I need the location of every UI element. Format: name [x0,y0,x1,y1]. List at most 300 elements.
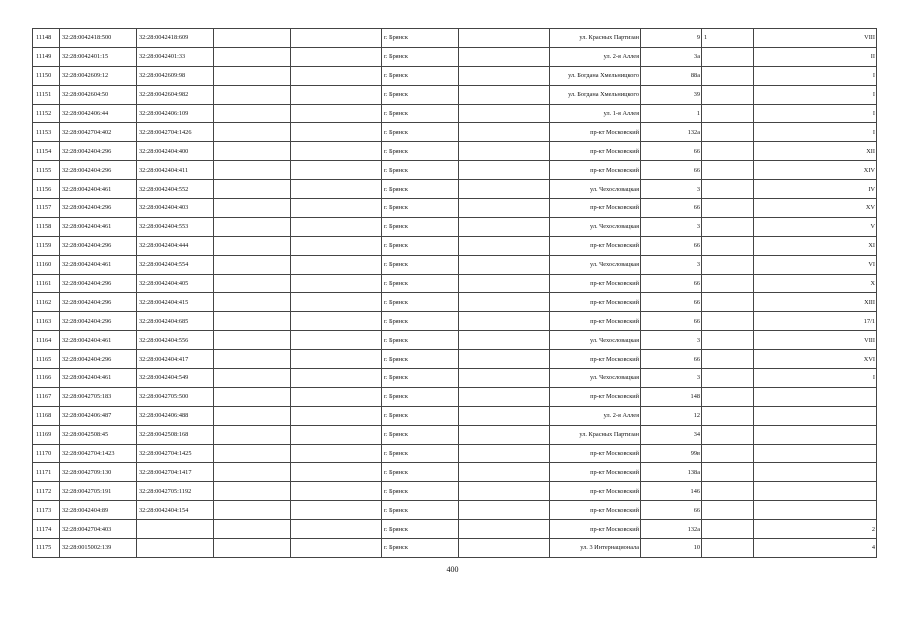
house-number-cell: 3 [641,369,702,388]
table-row [33,217,877,236]
street-cell: пр-кт Московский [550,142,641,161]
table-row [33,161,877,180]
cadastral-number-object-cell: 32:28:0042404:403 [137,199,214,218]
cell-empty-b-cell [291,501,382,520]
table-row [33,444,877,463]
house-number-cell: 10 [641,539,702,558]
cell-empty-b-cell [291,217,382,236]
cadastral-number-parcel-cell: 32:28:0042404:296 [60,274,137,293]
table-row [33,85,877,104]
premises-cell [754,482,877,501]
street-cell: пр-кт Московский [550,501,641,520]
cadastral-number-object-cell: 32:28:0042404:552 [137,180,214,199]
settlement-cell: г. Брянск [382,255,459,274]
cadastral-number-parcel-cell: 32:28:0042418:500 [60,29,137,48]
street-cell: пр-кт Московский [550,444,641,463]
settlement-cell: г. Брянск [382,406,459,425]
cadastral-number-object-cell: 32:28:0042406:488 [137,406,214,425]
settlement-cell: г. Брянск [382,274,459,293]
building-cell [702,142,754,161]
cell-empty-a-cell [214,444,291,463]
cell-empty-c-cell [459,312,550,331]
premises-cell: VIII [754,29,877,48]
cell-empty-a-cell [214,482,291,501]
building-cell [702,85,754,104]
street-cell: пр-кт Московский [550,274,641,293]
settlement-cell: г. Брянск [382,123,459,142]
cadastral-number-object-cell: 32:28:0042404:553 [137,217,214,236]
building-cell [702,425,754,444]
table-row [33,520,877,539]
row-number-cell: 11152 [33,104,60,123]
cadastral-number-parcel-cell: 32:28:0042406:44 [60,104,137,123]
settlement-cell: г. Брянск [382,142,459,161]
premises-cell: I [754,123,877,142]
cell-empty-c-cell [459,425,550,444]
house-number-cell: 66 [641,293,702,312]
street-cell: пр-кт Московский [550,350,641,369]
premises-cell [754,463,877,482]
cadastral-number-parcel-cell: 32:28:0042404:461 [60,331,137,350]
cell-empty-b-cell [291,29,382,48]
street-cell: пр-кт Московский [550,312,641,331]
cell-empty-a-cell [214,463,291,482]
street-cell: ул. 3 Интернационала [550,539,641,558]
settlement-cell: г. Брянск [382,85,459,104]
table-row [33,406,877,425]
cadastral-number-object-cell: 32:28:0042705:500 [137,387,214,406]
cell-empty-c-cell [459,539,550,558]
house-number-cell: 3 [641,255,702,274]
row-number-cell: 11174 [33,520,60,539]
street-cell: ул. Чехословацкая [550,217,641,236]
cadastral-number-object-cell [137,539,214,558]
cell-empty-c-cell [459,387,550,406]
cell-empty-a-cell [214,142,291,161]
building-cell [702,463,754,482]
building-cell [702,501,754,520]
cadastral-number-parcel-cell: 32:28:0042404:296 [60,350,137,369]
table-row [33,199,877,218]
row-number-cell: 11162 [33,293,60,312]
street-cell: пр-кт Московский [550,236,641,255]
row-number-cell: 11150 [33,66,60,85]
table-row [33,66,877,85]
house-number-cell: 34 [641,425,702,444]
cadastral-number-object-cell [137,520,214,539]
street-cell: пр-кт Московский [550,520,641,539]
building-cell: 1 [702,29,754,48]
building-cell [702,387,754,406]
cell-empty-a-cell [214,369,291,388]
settlement-cell: г. Брянск [382,217,459,236]
cadastral-number-parcel-cell: 32:28:0042609:12 [60,66,137,85]
house-number-cell: 66 [641,312,702,331]
premises-cell: 4 [754,539,877,558]
row-number-cell: 11157 [33,199,60,218]
premises-cell [754,387,877,406]
house-number-cell: 138а [641,463,702,482]
cadastral-number-object-cell: 32:28:0042404:405 [137,274,214,293]
cell-empty-b-cell [291,66,382,85]
house-number-cell: 132а [641,123,702,142]
cell-empty-a-cell [214,199,291,218]
row-number-cell: 11173 [33,501,60,520]
house-number-cell: 148 [641,387,702,406]
premises-cell: I [754,66,877,85]
cadastral-number-object-cell: 32:28:0042404:444 [137,236,214,255]
building-cell [702,482,754,501]
cadastral-number-object-cell: 32:28:0042404:554 [137,255,214,274]
premises-cell: 2 [754,520,877,539]
settlement-cell: г. Брянск [382,482,459,501]
row-number-cell: 11159 [33,236,60,255]
cadastral-number-object-cell: 32:28:0042418:609 [137,29,214,48]
settlement-cell: г. Брянск [382,293,459,312]
house-number-cell: 66 [641,236,702,255]
premises-cell: II [754,47,877,66]
house-number-cell: 66 [641,199,702,218]
premises-cell: XI [754,236,877,255]
house-number-cell: 88а [641,66,702,85]
cell-empty-a-cell [214,123,291,142]
house-number-cell: 66 [641,274,702,293]
cell-empty-a-cell [214,85,291,104]
settlement-cell: г. Брянск [382,161,459,180]
cell-empty-c-cell [459,104,550,123]
cadastral-number-object-cell: 32:28:0042404:415 [137,293,214,312]
cadastral-number-parcel-cell: 32:28:0042704:403 [60,520,137,539]
cadastral-number-parcel-cell: 32:28:0042404:461 [60,255,137,274]
cadastral-number-object-cell: 32:28:0042609:98 [137,66,214,85]
row-number-cell: 11149 [33,47,60,66]
building-cell [702,312,754,331]
cadastral-number-parcel-cell: 32:28:0042508:45 [60,425,137,444]
settlement-cell: г. Брянск [382,180,459,199]
premises-cell [754,501,877,520]
premises-cell: XIV [754,161,877,180]
street-cell: ул. Чехословацкая [550,180,641,199]
cell-empty-a-cell [214,180,291,199]
house-number-cell: 66 [641,142,702,161]
cell-empty-b-cell [291,369,382,388]
house-number-cell: 1 [641,104,702,123]
cell-empty-a-cell [214,501,291,520]
house-number-cell: 132а [641,520,702,539]
street-cell: пр-кт Московский [550,482,641,501]
cell-empty-c-cell [459,180,550,199]
table-row [33,123,877,142]
settlement-cell: г. Брянск [382,29,459,48]
cell-empty-b-cell [291,293,382,312]
cell-empty-c-cell [459,406,550,425]
page-number: 400 [446,565,459,574]
row-number-cell: 11168 [33,406,60,425]
cell-empty-b-cell [291,444,382,463]
house-number-cell: 146 [641,482,702,501]
building-cell [702,369,754,388]
settlement-cell: г. Брянск [382,463,459,482]
street-cell: ул. 1-я Аллея [550,104,641,123]
cell-empty-b-cell [291,539,382,558]
table-row [33,501,877,520]
cadastral-number-parcel-cell: 32:28:0015002:139 [60,539,137,558]
settlement-cell: г. Брянск [382,369,459,388]
house-number-cell: 9 [641,29,702,48]
table-row [33,142,877,161]
cadastral-number-parcel-cell: 32:28:0042404:296 [60,312,137,331]
cell-empty-c-cell [459,369,550,388]
cadastral-number-parcel-cell: 32:28:0042406:487 [60,406,137,425]
cadastral-number-parcel-cell: 32:28:0042401:15 [60,47,137,66]
settlement-cell: г. Брянск [382,425,459,444]
cadastral-number-parcel-cell: 32:28:0042404:296 [60,236,137,255]
cadastral-number-parcel-cell: 32:28:0042404:296 [60,199,137,218]
row-number-cell: 11166 [33,369,60,388]
building-cell [702,180,754,199]
table-row [33,387,877,406]
building-cell [702,274,754,293]
cell-empty-a-cell [214,29,291,48]
cell-empty-a-cell [214,104,291,123]
settlement-cell: г. Брянск [382,331,459,350]
cadastral-number-parcel-cell: 32:28:0042404:296 [60,142,137,161]
settlement-cell: г. Брянск [382,312,459,331]
street-cell: ул. 2-я Аллея [550,47,641,66]
row-number-cell: 11169 [33,425,60,444]
settlement-cell: г. Брянск [382,104,459,123]
cadastral-number-object-cell: 32:28:0042406:109 [137,104,214,123]
cell-empty-b-cell [291,520,382,539]
premises-cell: 17/1 [754,312,877,331]
cadastral-number-object-cell: 32:28:0042704:1425 [137,444,214,463]
cell-empty-a-cell [214,387,291,406]
cadastral-number-parcel-cell: 32:28:0042705:183 [60,387,137,406]
street-cell: ул. Богдана Хмельницкого [550,66,641,85]
cell-empty-c-cell [459,29,550,48]
settlement-cell: г. Брянск [382,444,459,463]
cell-empty-a-cell [214,406,291,425]
premises-cell [754,444,877,463]
cell-empty-c-cell [459,520,550,539]
table-row [33,312,877,331]
cell-empty-c-cell [459,293,550,312]
row-number-cell: 11167 [33,387,60,406]
premises-cell: VI [754,255,877,274]
cell-empty-a-cell [214,350,291,369]
building-cell [702,444,754,463]
house-number-cell: 66 [641,161,702,180]
street-cell: ул. Красных Партизан [550,29,641,48]
street-cell: пр-кт Московский [550,161,641,180]
row-number-cell: 11158 [33,217,60,236]
settlement-cell: г. Брянск [382,47,459,66]
street-cell: пр-кт Московский [550,123,641,142]
cell-empty-c-cell [459,501,550,520]
registry-table-body [33,29,877,558]
street-cell: пр-кт Московский [550,199,641,218]
cell-empty-c-cell [459,274,550,293]
building-cell [702,255,754,274]
cell-empty-c-cell [459,236,550,255]
cell-empty-c-cell [459,482,550,501]
cell-empty-a-cell [214,274,291,293]
cell-empty-a-cell [214,539,291,558]
cell-empty-b-cell [291,274,382,293]
premises-cell: I [754,85,877,104]
house-number-cell: 3 [641,217,702,236]
table-row [33,255,877,274]
cadastral-number-object-cell: 32:28:0042404:154 [137,501,214,520]
cell-empty-a-cell [214,312,291,331]
row-number-cell: 11151 [33,85,60,104]
row-number-cell: 11164 [33,331,60,350]
cadastral-number-object-cell: 32:28:0042404:411 [137,161,214,180]
premises-cell: XVI [754,350,877,369]
cell-empty-c-cell [459,350,550,369]
cell-empty-a-cell [214,66,291,85]
premises-cell: V [754,217,877,236]
table-row [33,293,877,312]
premises-cell [754,425,877,444]
settlement-cell: г. Брянск [382,539,459,558]
cell-empty-b-cell [291,312,382,331]
row-number-cell: 11171 [33,463,60,482]
row-number-cell: 11163 [33,312,60,331]
settlement-cell: г. Брянск [382,66,459,85]
cadastral-number-parcel-cell: 32:28:0042404:296 [60,293,137,312]
table-row [33,539,877,558]
table-row [33,274,877,293]
premises-cell: IV [754,180,877,199]
cell-empty-b-cell [291,255,382,274]
row-number-cell: 11165 [33,350,60,369]
cadastral-number-parcel-cell: 32:28:0042705:191 [60,482,137,501]
cadastral-number-parcel-cell: 32:28:0042404:461 [60,217,137,236]
registry-table [32,28,877,558]
table-row [33,482,877,501]
cell-empty-c-cell [459,463,550,482]
house-number-cell: 3 [641,180,702,199]
house-number-cell: 66 [641,501,702,520]
building-cell [702,123,754,142]
cell-empty-c-cell [459,331,550,350]
cadastral-number-parcel-cell: 32:28:0042704:1423 [60,444,137,463]
cell-empty-c-cell [459,123,550,142]
table-row [33,236,877,255]
cell-empty-b-cell [291,104,382,123]
cell-empty-b-cell [291,350,382,369]
cadastral-number-parcel-cell: 32:28:0042704:402 [60,123,137,142]
premises-cell [754,406,877,425]
cadastral-number-object-cell: 32:28:0042705:1192 [137,482,214,501]
cadastral-number-object-cell: 32:28:0042404:685 [137,312,214,331]
table-row [33,29,877,48]
street-cell: пр-кт Московский [550,293,641,312]
building-cell [702,539,754,558]
cell-empty-b-cell [291,406,382,425]
premises-cell: VIII [754,331,877,350]
cadastral-number-parcel-cell: 32:28:0042604:50 [60,85,137,104]
row-number-cell: 11154 [33,142,60,161]
settlement-cell: г. Брянск [382,199,459,218]
cadastral-number-object-cell: 32:28:0042404:556 [137,331,214,350]
row-number-cell: 11148 [33,29,60,48]
cell-empty-a-cell [214,161,291,180]
cell-empty-b-cell [291,180,382,199]
cadastral-number-parcel-cell: 32:28:0042404:461 [60,369,137,388]
building-cell [702,66,754,85]
table-row [33,369,877,388]
row-number-cell: 11175 [33,539,60,558]
row-number-cell: 11172 [33,482,60,501]
building-cell [702,161,754,180]
cell-empty-a-cell [214,331,291,350]
cell-empty-b-cell [291,85,382,104]
cell-empty-b-cell [291,47,382,66]
cell-empty-b-cell [291,123,382,142]
settlement-cell: г. Брянск [382,501,459,520]
cell-empty-b-cell [291,236,382,255]
cell-empty-b-cell [291,387,382,406]
cadastral-number-parcel-cell: 32:28:0042404:89 [60,501,137,520]
cell-empty-a-cell [214,425,291,444]
premises-cell: I [754,104,877,123]
street-cell: ул. Чехословацкая [550,255,641,274]
street-cell: пр-кт Московский [550,387,641,406]
cell-empty-b-cell [291,425,382,444]
street-cell: пр-кт Московский [550,463,641,482]
table-row [33,104,877,123]
row-number-cell: 11153 [33,123,60,142]
cell-empty-c-cell [459,142,550,161]
settlement-cell: г. Брянск [382,236,459,255]
cadastral-number-parcel-cell: 32:28:0042709:130 [60,463,137,482]
cadastral-number-object-cell: 32:28:0042404:549 [137,369,214,388]
premises-cell: XV [754,199,877,218]
premises-cell: I [754,369,877,388]
building-cell [702,293,754,312]
cadastral-number-parcel-cell: 32:28:0042404:296 [60,161,137,180]
building-cell [702,47,754,66]
row-number-cell: 11161 [33,274,60,293]
street-cell: ул. Богдана Хмельницкого [550,85,641,104]
table-row [33,350,877,369]
table-row [33,331,877,350]
table-row [33,425,877,444]
building-cell [702,350,754,369]
settlement-cell: г. Брянск [382,520,459,539]
cadastral-number-object-cell: 32:28:0042704:1426 [137,123,214,142]
cell-empty-a-cell [214,217,291,236]
premises-cell: XIII [754,293,877,312]
settlement-cell: г. Брянск [382,387,459,406]
cell-empty-a-cell [214,293,291,312]
cell-empty-b-cell [291,463,382,482]
cell-empty-c-cell [459,85,550,104]
building-cell [702,199,754,218]
cadastral-number-object-cell: 32:28:0042508:168 [137,425,214,444]
row-number-cell: 11156 [33,180,60,199]
table-row [33,180,877,199]
row-number-cell: 11170 [33,444,60,463]
cell-empty-b-cell [291,199,382,218]
cell-empty-a-cell [214,47,291,66]
street-cell: ул. 2-я Аллея [550,406,641,425]
house-number-cell: 3а [641,47,702,66]
house-number-cell: 39 [641,85,702,104]
street-cell: ул. Чехословацкая [550,369,641,388]
